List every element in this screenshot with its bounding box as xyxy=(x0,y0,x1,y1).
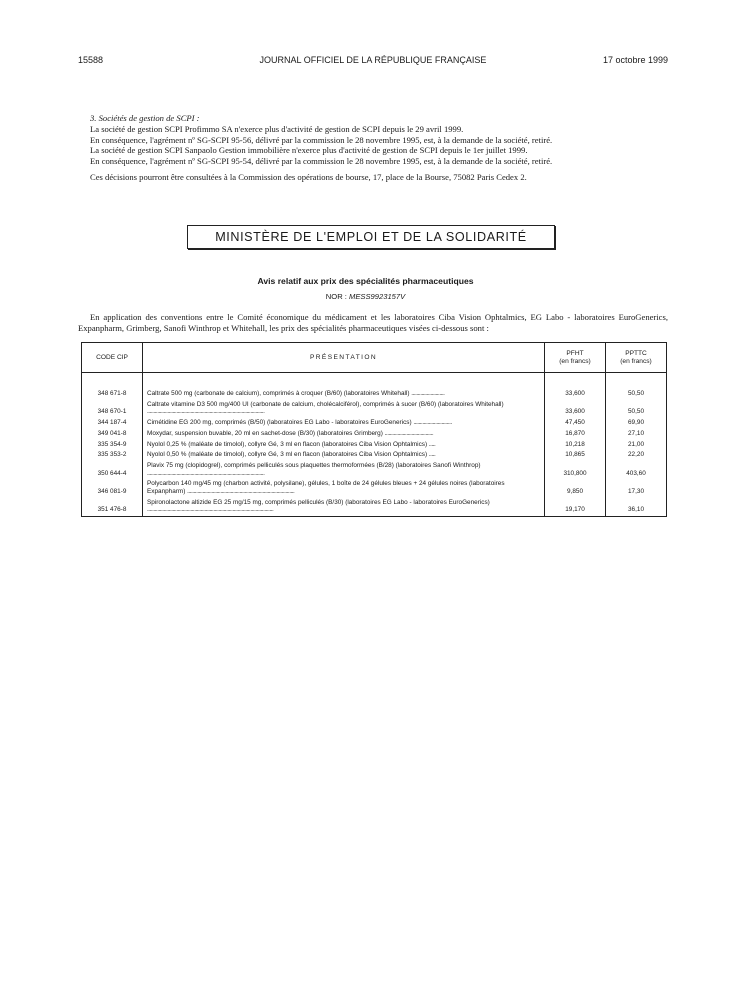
pfht-value: 47,450 xyxy=(545,417,606,428)
table-row xyxy=(82,479,667,497)
pfht-value: 16,870 xyxy=(545,428,606,439)
dot-leader: .................................................................................... xyxy=(187,488,295,496)
col-header-presentation: PRÉSENTATION xyxy=(143,343,545,373)
table-row xyxy=(82,497,667,516)
table-row xyxy=(82,450,667,461)
dot-leader: ................................................................................................... xyxy=(147,506,274,514)
presentation-text: Moxydar, suspension buvable, 20 ml en sachet-dose (B/30) (laboratoires Grimberg) xyxy=(147,429,383,437)
pfht-unit: (en francs) xyxy=(559,357,591,365)
price-table xyxy=(81,342,667,517)
presentation-cell xyxy=(143,428,545,439)
notice-intro: En application des conventions entre le Comité économique du médicament et les laboratoires Ciba Vision Ophtalmics, EG Labo - laboratoires EuroGenerics, Expanpharm, Grimberg, Sanofi Winthrop et Whitehall, les prix des spécialités pharmaceutiques visées ci-dessous sont : xyxy=(78,312,668,333)
scpi-heading: 3. Sociétés de gestion de SCPI : xyxy=(90,113,200,123)
ppttc-value: 22,20 xyxy=(606,450,667,461)
scpi-line: En conséquence, l'agrément nº SG-SCPI 95-54, délivré par la commission le 28 novembre 1995, est, à la demande de la société, retiré. xyxy=(90,156,553,167)
pfht-value: 10,865 xyxy=(545,450,606,461)
pfht-value: 10,218 xyxy=(545,439,606,450)
presentation-text: Nyolol 0,25 % (maléate de timolol), collyre Gé, 3 ml en flacon (laboratoires Ciba Vision Ophtalmics) xyxy=(147,440,428,448)
notice-title: Avis relatif aux prix des spécialités pharmaceutiques xyxy=(257,276,474,286)
ministry-title-box xyxy=(187,225,555,249)
issue-date: 17 octobre 1999 xyxy=(602,55,668,65)
ppttc-value: 69,90 xyxy=(606,417,667,428)
dot-leader: ............................................................................................ xyxy=(147,469,265,477)
dot-leader: ..... xyxy=(428,451,436,459)
dot-leader: ..... xyxy=(428,440,436,448)
nor-reference xyxy=(0,292,731,301)
ppttc-value: 17,30 xyxy=(606,479,667,497)
presentation-cell xyxy=(143,460,545,478)
scpi-line: En conséquence, l'agrément nº SG-SCPI 95-56, délivré par la commission le 28 novembre 1995, est, à la demande de la société, retiré. xyxy=(90,134,553,145)
cip-code: 335 354-9 xyxy=(82,439,143,450)
ppttc-value: 36,10 xyxy=(606,497,667,516)
scpi-line: La société de gestion SCPI Profimmo SA n'exerce plus d'activité de gestion de SCPI depuis le 29 avril 1999. xyxy=(90,123,464,134)
dot-leader: .......................... xyxy=(411,389,445,397)
pfht-value: 310,800 xyxy=(545,460,606,478)
presentation-text: Caltrate vitamine D3 500 mg/400 UI (carbonate de calcium, cholécalciférol), comprimés à sucer (B/60) (laboratoires Whitehall) xyxy=(147,400,504,408)
presentation-cell xyxy=(143,439,545,450)
col-header-code: CODE CIP xyxy=(82,343,143,373)
presentation-cell xyxy=(143,417,545,428)
cip-code: 335 353-2 xyxy=(82,450,143,461)
presentation-cell xyxy=(143,399,545,417)
presentation-cell xyxy=(143,497,545,516)
table-row xyxy=(82,399,667,417)
presentation-text: Caltrate 500 mg (carbonate de calcium), comprimés à croquer (B/60) (laboratoires Whitehall) xyxy=(147,389,410,397)
dot-leader: ...................................... xyxy=(384,429,434,437)
pfht-label: PFHT xyxy=(566,350,584,357)
presentation-cell xyxy=(143,450,545,461)
table-header-row xyxy=(82,343,667,373)
scpi-closing: Ces décisions pourront être consultées à la Commission des opérations de bourse, 17, place de la Bourse, 75082 Paris Cedex 2. xyxy=(90,171,527,182)
pfht-value: 9,850 xyxy=(545,479,606,497)
cip-code: 348 670-1 xyxy=(82,399,143,417)
pfht-value: 19,170 xyxy=(545,497,606,516)
ppttc-value: 27,10 xyxy=(606,428,667,439)
presentation-cell xyxy=(143,388,545,399)
running-header xyxy=(78,55,668,69)
cip-code: 349 041-8 xyxy=(82,428,143,439)
pfht-value: 33,600 xyxy=(545,399,606,417)
table-row xyxy=(82,388,667,399)
presentation-text: Nyolol 0,50 % (maléate de timolol), collyre Gé, 3 ml en flacon (laboratoires Ciba Vision Ophtalmics) xyxy=(147,451,428,459)
dot-leader: .............................. xyxy=(413,418,452,426)
ppttc-unit: (en francs) xyxy=(620,357,652,365)
table-row xyxy=(82,439,667,450)
ppttc-value: 50,50 xyxy=(606,388,667,399)
cip-code: 344 187-4 xyxy=(82,417,143,428)
pfht-value: 33,600 xyxy=(545,388,606,399)
col-header-ppttc xyxy=(606,343,667,373)
scpi-section xyxy=(90,113,680,183)
presentation-text: Cimétidine EG 200 mg, comprimés (B/50) (laboratoires EG Labo - laboratoires EuroGenerics) xyxy=(147,418,412,426)
ppttc-label: PPTTC xyxy=(625,350,647,357)
cip-code: 351 476-8 xyxy=(82,497,143,516)
dot-leader: ............................................................................................ xyxy=(147,408,265,416)
cip-code: 346 081-9 xyxy=(82,479,143,497)
presentation-text: Polycarbon 140 mg/45 mg (charbon activité, polysilane), gélules, 1 boîte de 24 gélules bleues + 24 gélules noires (laboratoires Expanpharm) xyxy=(147,480,505,496)
table-row xyxy=(82,460,667,478)
nor-label: NOR : xyxy=(325,292,347,301)
table-spacer-row xyxy=(82,373,667,389)
table-row xyxy=(82,428,667,439)
cip-code: 348 671-8 xyxy=(82,388,143,399)
page-number: 15588 xyxy=(78,55,104,65)
presentation-text: Spironolactone altizide EG 25 mg/15 mg, comprimés pelliculés (B/30) (laboratoires EG Labo - laboratoires EuroGenerics) xyxy=(147,498,490,506)
ppttc-value: 50,50 xyxy=(606,399,667,417)
scpi-line: La société de gestion SCPI Sanpaolo Gestion immobilière n'exerce plus d'activité de gestion de SCPI depuis le 1er juillet 1999. xyxy=(90,145,528,156)
table-row xyxy=(82,417,667,428)
ppttc-value: 403,60 xyxy=(606,460,667,478)
journal-title: JOURNAL OFFICIEL DE LA RÉPUBLIQUE FRANÇAISE xyxy=(259,55,487,65)
ppttc-value: 21,00 xyxy=(606,439,667,450)
presentation-cell xyxy=(143,479,545,497)
presentation-text: Plavix 75 mg (clopidogrel), comprimés pelliculés sous plaquettes thermoformées (B/28) (laboratoires Sanofi Winthrop) xyxy=(147,462,481,470)
nor-code: MESS9923157V xyxy=(349,292,406,301)
ministry-title: MINISTÈRE DE L'EMPLOI ET DE LA SOLIDARITÉ xyxy=(215,230,527,244)
col-header-pfht xyxy=(545,343,606,373)
cip-code: 350 644-4 xyxy=(82,460,143,478)
